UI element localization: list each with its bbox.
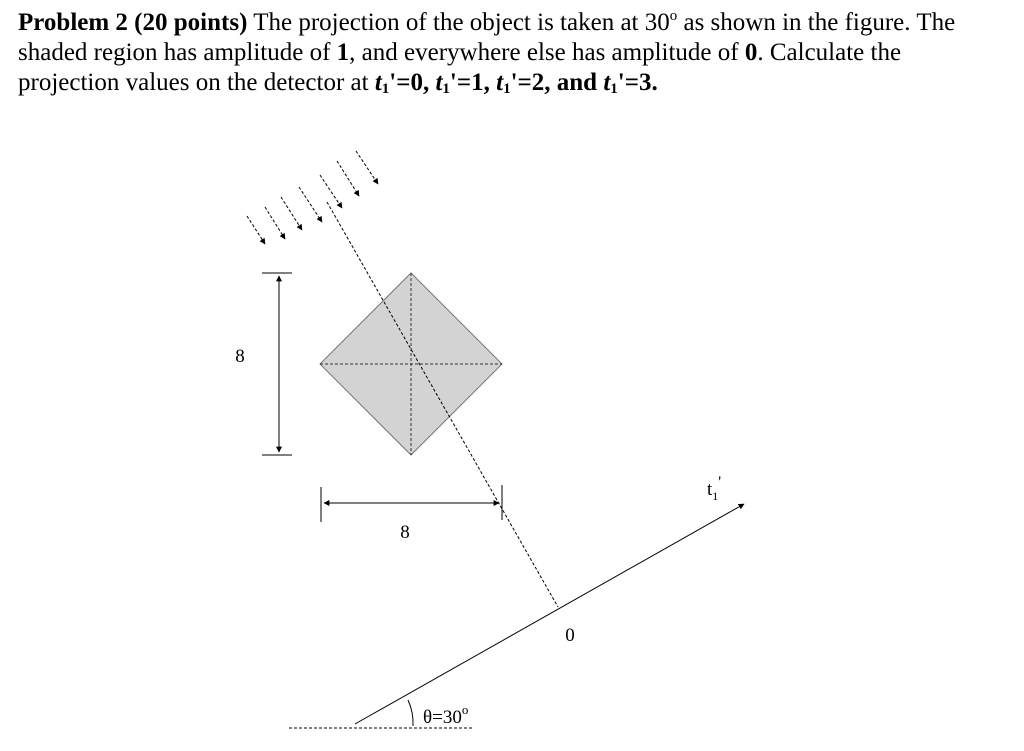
amplitude-one: 1 [336, 39, 350, 66]
detector-axis [355, 504, 744, 724]
problem-text-1a: The projection of the object is taken at 30 [247, 9, 670, 36]
problem-text-2a: , and everywhere else has amplitude of [349, 39, 745, 66]
ray-arrow [281, 197, 302, 230]
degree-superscript: o [669, 8, 678, 24]
query-points: $t_1'=0$, $t_1'=1$, $t_1'=2$, and $t_1'=3$. [374, 69, 658, 97]
amplitude-zero: 0 [744, 39, 758, 66]
ray-arrow [337, 161, 359, 196]
incident-rays [247, 151, 378, 244]
problem-text-1b: as shown in the figure. The shaded region has amplitude of [18, 9, 956, 66]
problem-heading: Problem 2 (20 points) [18, 9, 248, 36]
angle-arc [408, 700, 413, 726]
angle-label: $\theta=30^o$ [423, 702, 469, 728]
ray-arrow [299, 187, 322, 222]
horizontal-dimension [321, 485, 502, 522]
ray-arrow [356, 151, 378, 184]
origin-label: 0 [565, 625, 575, 646]
problem-text-2b: . Calculate the projection values on the detector at [18, 39, 902, 96]
horizontal-dimension-label: 8 [400, 522, 410, 543]
vertical-dimension [262, 273, 292, 455]
ray-arrow [320, 175, 342, 208]
detector-axis-label: $t_1'$ [707, 474, 722, 503]
ray-arrow [247, 216, 265, 244]
ray-arrow [265, 207, 285, 239]
vertical-dimension-label: 8 [235, 346, 245, 367]
